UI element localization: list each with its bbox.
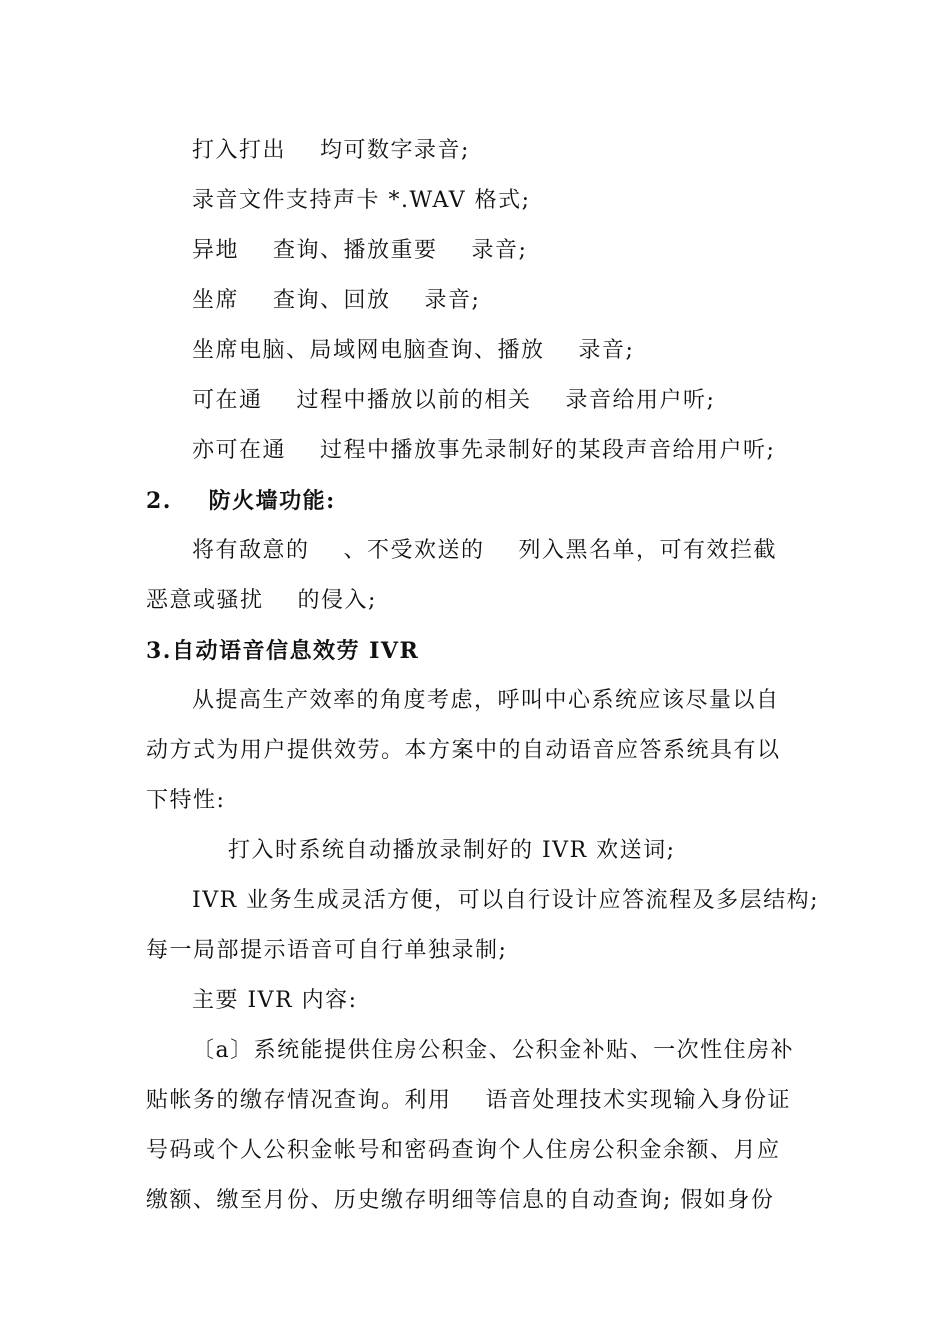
paragraph-line: 录音文件支持声卡 *.WAV 格式; <box>192 188 531 213</box>
paragraph-line: 可在通 过程中播放以前的相关 录音给用户听; <box>192 388 716 413</box>
paragraph-line: 〔a〕系统能提供住房公积金、公积金补贴、一次性住房补 <box>192 1038 795 1063</box>
paragraph-line: 恶意或骚扰 的侵入; <box>146 588 377 613</box>
section-heading: 2. 防火墙功能: <box>146 488 336 514</box>
paragraph-line: 从提高生产效率的角度考虑，呼叫中心系统应该尽量以自 <box>192 688 780 713</box>
paragraph-line: 打入打出 均可数字录音; <box>192 138 470 163</box>
paragraph-line: 缴额、缴至月份、历史缴存明细等信息的自动查询; 假如身份 <box>146 1188 775 1213</box>
paragraph-line: 亦可在通 过程中播放事先录制好的某段声音给用户听; <box>192 438 776 463</box>
paragraph-line: 打入时系统自动播放录制好的 IVR 欢送词; <box>228 838 676 863</box>
paragraph-line: 坐席电脑、局域网电脑查询、播放 录音; <box>192 338 635 363</box>
paragraph-line: 每一局部提示语音可自行单独录制; <box>146 938 508 963</box>
section-heading: 3.自动语音信息效劳 IVR <box>146 638 420 664</box>
paragraph-line: 异地 查询、播放重要 录音; <box>192 238 528 263</box>
paragraph-line: 坐席 查询、回放 录音; <box>192 288 481 313</box>
paragraph-line: 号码或个人公积金帐号和密码查询个人住房公积金余额、月应 <box>146 1138 781 1163</box>
paragraph-line: 贴帐务的缴存情况查询。利用 语音处理技术实现输入身份证 <box>146 1088 791 1113</box>
paragraph-line: 主要 IVR 内容: <box>192 988 358 1013</box>
paragraph-line: 将有敌意的 、不受欢送的 列入黑名单，可有效拦截 <box>192 538 777 563</box>
paragraph-line: 下特性: <box>146 788 226 813</box>
paragraph-line: 动方式为用户提供效劳。本方案中的自动语音应答系统具有以 <box>146 738 781 763</box>
paragraph-line: IVR 业务生成灵活方便，可以自行设计应答流程及多层结构; <box>192 888 820 913</box>
